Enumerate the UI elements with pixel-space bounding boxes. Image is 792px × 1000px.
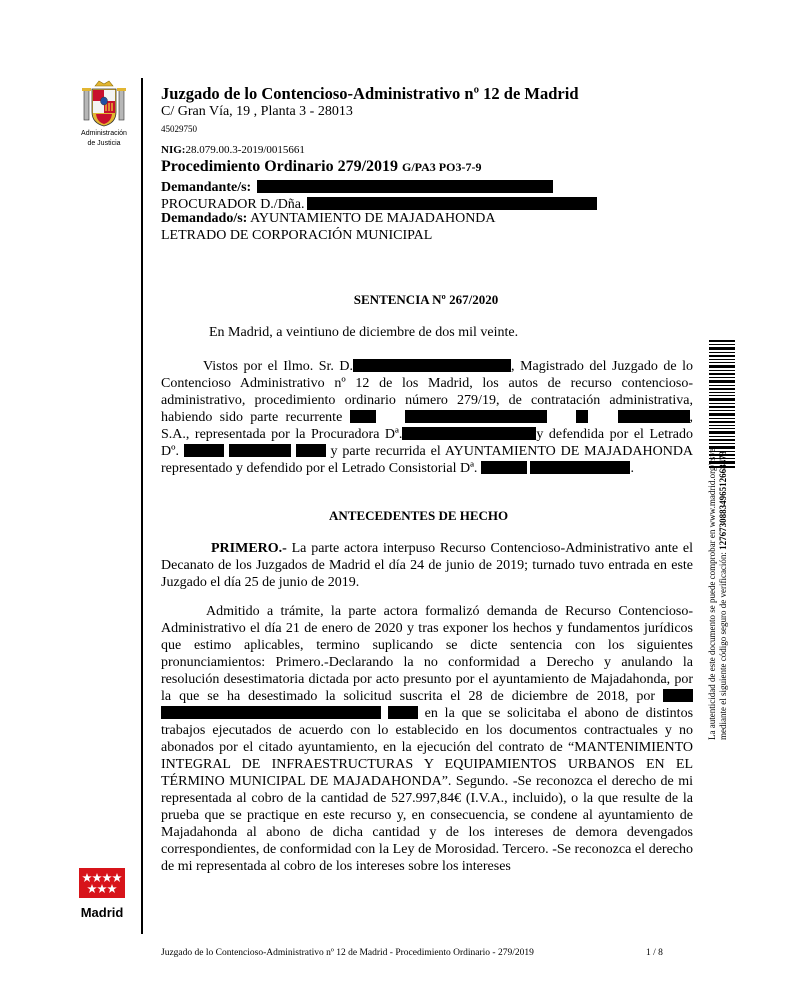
redaction-box (481, 461, 527, 474)
redaction-box (229, 444, 291, 457)
vistos-text-4: S.A., representada por la Procuradora Dª. (161, 427, 403, 442)
redaction-box (161, 706, 381, 719)
redaction-box (405, 410, 547, 423)
vistos-paragraph (161, 358, 693, 477)
page-number: 1 / 8 (646, 948, 663, 958)
lawyer-line: LETRADO DE CORPORACIÓN MUNICIPAL (161, 228, 433, 243)
madrid-label: Madrid (80, 905, 124, 920)
admitido-text-1: Admitido a trámite, la parte actora formalizó demanda de Recurso Contencioso-Administrativo el día 21 de enero de 2020 y tras exponer los hechos y fundamentos jurídicos que estimo aplicables, termino suplicando se dicte sentencia con los siguientes pronunciamientos: Primero.-Declarando la no conformidad a Derecho y anulando la resolución desestimatoria dictada por acto presunto por el ayuntamiento de Majadahonda, por la que se ha desestimado la solicitud suscrita el 28 de diciembre de 2018, por (161, 604, 693, 704)
redaction-box (576, 410, 588, 423)
redaction-box (296, 444, 326, 457)
madrid-logo (74, 868, 130, 920)
verification-prefix: mediante el siguiente código seguro de verificación: (718, 549, 728, 740)
footer-text: Juzgado de lo Contencioso-Administrativo nº 12 de Madrid - Procedimiento Ordinario - 279/2019 (161, 948, 534, 958)
court-code: 45029750 (161, 124, 197, 134)
justice-logo (76, 80, 132, 148)
redaction-box (402, 427, 536, 440)
nig-label: NIG: (161, 144, 186, 156)
primero-label: PRIMERO.- (211, 541, 287, 556)
procedure-suffix: G/PA3 PO3-7-9 (402, 160, 482, 174)
verification-line-2 (718, 448, 729, 740)
redaction-box (350, 410, 376, 423)
redaction-box (184, 444, 224, 457)
coat-of-arms-icon (81, 80, 127, 128)
procedure-line (161, 158, 481, 176)
sentence-date: En Madrid, a veintiuno de diciembre de dos mil veinte. (209, 325, 519, 340)
antecedentes-title: ANTECEDENTES DE HECHO (329, 508, 509, 523)
redaction-box (388, 706, 418, 719)
verification-line-1: La autenticidad de este documento se puede comprobar en www.madrid.org/csve (707, 448, 717, 740)
vistos-text-3: , (689, 410, 694, 425)
plaintiff-label: Demandante/s: (161, 180, 252, 195)
verification-code: 1276730883496512668473 (718, 450, 728, 550)
plaintiff-line (161, 180, 553, 196)
defendant-line (161, 211, 496, 227)
defendant-value: AYUNTAMIENTO DE MAJADAHONDA (250, 211, 496, 226)
admin-label-2: de Justicia (87, 140, 121, 147)
admitido-text-2: en la que se solicitaba el abono de distintos trabajos ejecutados de acuerdo con lo establecido en los documentos contractuales y no abonados por el citado ayuntamiento, en la ejecución del contrato de “MANTENIMIENTO INTEGRAL DE INFRAESTRUCTURAS Y EQUIPAMIENTOS URBANOS EN EL TÉRMINO MUNICIPAL DE MAJADAHONDA”. Segundo. -Se reconozca el derecho de mi representada al cobro de la cantidad de 527.997,84€ (I.V.A., incluido), o la que resulte de la prueba que se practique en este recurso y, en consecuencia, se condene al ayuntamiento de Majadahonda al abono de dicha cantidad y de los intereses de demora devengados correspondientes, de conformidad con la Ley de Morosidad. Tercero. -Se reconozca el derecho de mi representada al cobro de los intereses sobre los intereses (161, 706, 694, 874)
nig-value: 28.079.00.3-2019/0015661 (185, 144, 305, 156)
nig-line (161, 144, 305, 156)
redaction-box (618, 410, 690, 423)
redaction-box (530, 461, 630, 474)
madrid-flag-icon (79, 868, 125, 898)
vistos-text-1: Vistos por el Ilmo. Sr. D. (203, 359, 354, 374)
vistos-text-7: . (630, 461, 634, 476)
court-address: C/ Gran Vía, 19 , Planta 3 - 28013 (161, 104, 353, 119)
procedure-title: Procedimiento Ordinario 279/2019 (161, 158, 399, 175)
margin-rule (141, 78, 143, 934)
court-name: Juzgado de lo Contencioso-Administrativo nº 12 de Madrid (161, 84, 579, 103)
attorney-label: PROCURADOR D./Dña. (161, 197, 305, 212)
verification-text (707, 448, 729, 740)
redaction-box (257, 180, 553, 193)
defendant-label: Demandado/s: (161, 211, 248, 226)
vistos-text-2: , Magistrado del Juzgado de lo Contencioso Administrativo nº 12 de los Madrid, los autos de recurso contencioso-administrativo, procedimiento ordinario número 279/19, de contratación administrativa, habiendo sido parte recurrente (161, 359, 693, 425)
vistos-text-5: y defendida por el Letrado Dº. (161, 427, 693, 459)
redaction-box (353, 359, 511, 372)
vistos-text-6: y parte recurrida el AYUNTAMIENTO DE MAJADAHONDA representado y defendido por el Letrado Consistorial Dª. (161, 444, 694, 476)
redaction-box (307, 197, 597, 210)
sentence-title: SENTENCIA Nº 267/2020 (353, 292, 499, 307)
primero-text: La parte actora interpuso Recurso Contencioso-Administrativo ante el Decanato de los Juzgados de Madrid el día 24 de junio de 2019; turnado tuvo entrada en este Juzgado el día 25 de junio de 2019. (161, 541, 693, 590)
admitido-paragraph (161, 603, 693, 875)
primero-paragraph (161, 540, 693, 591)
admin-label-1: Administración (81, 130, 127, 137)
redaction-box (663, 689, 693, 702)
